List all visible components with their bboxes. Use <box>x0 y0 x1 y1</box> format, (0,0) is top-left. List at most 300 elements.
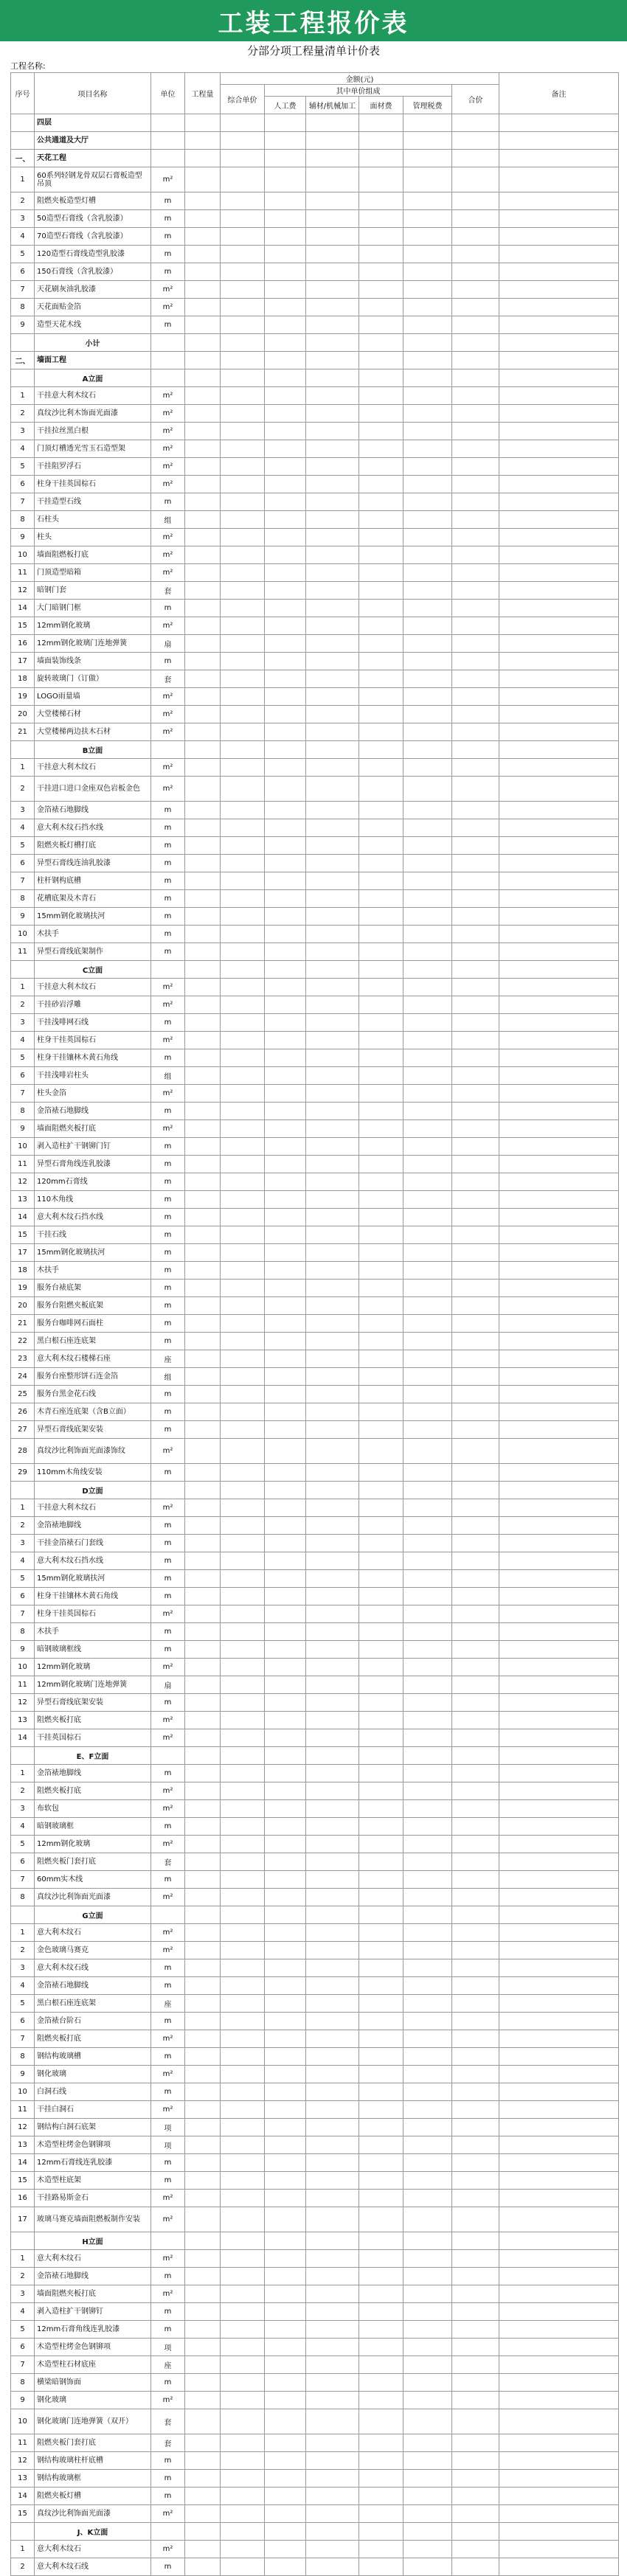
cell-empty <box>306 1924 359 1942</box>
cell-no: 2 <box>11 2268 35 2285</box>
cell-empty <box>403 246 452 263</box>
cell-empty <box>499 2339 619 2356</box>
cell-unit: m² <box>151 2207 185 2232</box>
cell-empty <box>452 2048 499 2066</box>
cell-unit: m² <box>151 564 185 582</box>
cell-empty <box>265 440 306 458</box>
cell-empty <box>221 405 265 423</box>
cell-empty <box>452 855 499 872</box>
cell-empty <box>403 1676 452 1694</box>
cell-empty <box>265 511 306 529</box>
cell-empty <box>499 670 619 688</box>
cell-empty <box>185 2172 221 2190</box>
cell-empty <box>306 1712 359 1729</box>
cell-empty <box>185 961 221 979</box>
cell-empty <box>221 1156 265 1173</box>
cell-empty <box>265 1103 306 1120</box>
cell-no: 21 <box>11 1315 35 1333</box>
table-row <box>11 890 619 908</box>
cell-no: 5 <box>11 1836 35 1853</box>
cell-empty <box>221 819 265 837</box>
cell-unit: m <box>151 1641 185 1659</box>
cell-empty <box>452 352 499 369</box>
header-remark: 备注 <box>499 73 619 114</box>
table-row <box>11 1924 619 1942</box>
cell-empty <box>221 2268 265 2285</box>
cell-empty <box>221 741 265 759</box>
cell-empty <box>185 2048 221 2066</box>
cell-empty <box>221 210 265 228</box>
cell-no: 24 <box>11 1368 35 1386</box>
cell-item-name: 横梁暗钢饰面 <box>35 2374 151 2392</box>
table-row <box>11 2285 619 2303</box>
cell-empty <box>499 1535 619 1552</box>
cell-empty <box>306 926 359 943</box>
cell-unit: m <box>151 1694 185 1712</box>
cell-empty <box>221 1995 265 2013</box>
cell-empty <box>403 1765 452 1782</box>
cell-empty <box>306 1765 359 1782</box>
cell-empty <box>403 1173 452 1191</box>
cell-empty <box>185 872 221 890</box>
cell-empty <box>452 759 499 777</box>
cell-empty <box>359 1942 403 1959</box>
cell-no <box>11 132 35 150</box>
table-row <box>11 996 619 1014</box>
cell-empty <box>403 837 452 855</box>
subsection-title: B立面 <box>35 741 151 759</box>
cell-empty <box>403 1995 452 2013</box>
cell-empty <box>359 2303 403 2321</box>
cell-empty <box>265 1244 306 1262</box>
cell-empty <box>221 1535 265 1552</box>
cell-item-name: 真纹沙比利木饰面光面漆 <box>35 405 151 423</box>
cell-empty <box>452 617 499 635</box>
cell-empty <box>265 2066 306 2083</box>
cell-unit: m² <box>151 2030 185 2048</box>
cell-empty <box>499 334 619 352</box>
cell-item-name: 干挂路易斯金石 <box>35 2190 151 2207</box>
table-row <box>11 423 619 440</box>
cell-empty <box>185 600 221 617</box>
table-row <box>11 1067 619 1085</box>
cell-empty <box>359 890 403 908</box>
cell-empty <box>452 405 499 423</box>
cell-no: 4 <box>11 1977 35 1995</box>
cell-empty <box>499 819 619 837</box>
cell-empty <box>499 2190 619 2207</box>
cell-unit: 座 <box>151 1350 185 1368</box>
cell-empty <box>265 2268 306 2285</box>
cell-unit: m² <box>151 529 185 546</box>
cell-empty <box>185 1499 221 1517</box>
cell-empty <box>221 2119 265 2136</box>
cell-item-name: 服务台阻燃夹板底架 <box>35 1297 151 1315</box>
cell-empty <box>185 2207 221 2232</box>
cell-unit: m² <box>151 1782 185 1800</box>
cell-empty <box>403 1871 452 1889</box>
cell-empty <box>221 1103 265 1120</box>
table-row <box>11 2048 619 2066</box>
cell-empty <box>499 246 619 263</box>
cell-empty <box>265 2392 306 2409</box>
cell-empty <box>359 2505 403 2523</box>
cell-empty <box>499 1782 619 1800</box>
table-row <box>11 2488 619 2505</box>
cell-empty <box>185 316 221 334</box>
cell-empty <box>306 688 359 706</box>
cell-empty <box>403 405 452 423</box>
cell-empty <box>265 1853 306 1871</box>
cell-unit: m² <box>151 1729 185 1747</box>
cell-item-name: 异型石膏线底架制作 <box>35 943 151 961</box>
cell-empty <box>221 1262 265 1280</box>
cell-empty <box>452 529 499 546</box>
cell-empty <box>452 2030 499 2048</box>
cell-empty <box>265 2048 306 2066</box>
cell-empty <box>403 564 452 582</box>
cell-no: 5 <box>11 1570 35 1588</box>
cell-no: 8 <box>11 1103 35 1120</box>
cell-empty <box>306 1350 359 1368</box>
cell-empty <box>359 2339 403 2356</box>
cell-empty <box>185 1641 221 1659</box>
cell-empty <box>265 2505 306 2523</box>
cell-empty <box>499 192 619 210</box>
cell-empty <box>359 1439 403 1464</box>
cell-empty <box>185 2356 221 2374</box>
cell-empty <box>452 1173 499 1191</box>
table-row <box>11 837 619 855</box>
cell-no: 3 <box>11 2285 35 2303</box>
cell-item-name: 12mm石膏角线连乳胶漆 <box>35 2321 151 2339</box>
cell-item-name: 柱杆钢构底槽 <box>35 872 151 890</box>
cell-empty <box>306 837 359 855</box>
cell-empty <box>151 1482 185 1499</box>
cell-empty <box>499 617 619 635</box>
table-row <box>11 246 619 263</box>
cell-empty <box>359 1570 403 1588</box>
cell-no <box>11 741 35 759</box>
cell-no: 6 <box>11 263 35 281</box>
cell-no <box>11 369 35 387</box>
cell-unit: m <box>151 1959 185 1977</box>
cell-empty <box>359 2488 403 2505</box>
cell-empty <box>185 582 221 600</box>
cell-empty <box>306 2356 359 2374</box>
cell-empty <box>452 369 499 387</box>
cell-empty <box>359 2409 403 2434</box>
cell-empty <box>265 1499 306 1517</box>
cell-empty <box>499 1605 619 1623</box>
cell-no: 10 <box>11 2083 35 2101</box>
sec-row <box>11 150 619 167</box>
table-row <box>11 1588 619 1605</box>
cell-item-name: 12mm石膏线连乳胶漆 <box>35 2154 151 2172</box>
cell-empty <box>306 228 359 246</box>
cell-empty <box>221 1315 265 1333</box>
cell-empty <box>265 1747 306 1765</box>
cell-empty <box>452 1368 499 1386</box>
cell-empty <box>221 1800 265 1818</box>
table-row <box>11 1244 619 1262</box>
cell-empty <box>221 943 265 961</box>
cell-empty <box>306 1156 359 1173</box>
table-row <box>11 802 619 819</box>
cell-empty <box>452 1871 499 1889</box>
cell-empty <box>359 132 403 150</box>
cell-empty <box>403 1103 452 1120</box>
cell-empty <box>185 1421 221 1439</box>
cell-empty <box>265 1209 306 1226</box>
table-row <box>11 1853 619 1871</box>
cell-unit: 座 <box>151 2356 185 2374</box>
cell-no <box>11 961 35 979</box>
cell-empty <box>359 872 403 890</box>
cell-empty <box>265 369 306 387</box>
cell-empty <box>185 2488 221 2505</box>
cell-empty <box>452 2321 499 2339</box>
cell-empty <box>359 2154 403 2172</box>
cell-empty <box>151 961 185 979</box>
cell-empty <box>359 1280 403 1297</box>
cell-empty <box>403 996 452 1014</box>
cell-item-name: 阻燃夹板门套打底 <box>35 2434 151 2452</box>
cell-empty <box>403 150 452 167</box>
cell-empty <box>452 1552 499 1570</box>
cell-empty <box>306 2303 359 2321</box>
table-row <box>11 1280 619 1297</box>
cell-empty <box>403 1350 452 1368</box>
cell-empty <box>185 1942 221 1959</box>
cell-unit: m <box>151 1280 185 1297</box>
cell-empty <box>265 150 306 167</box>
table-row <box>11 546 619 564</box>
cell-empty <box>403 2523 452 2541</box>
cell-empty <box>499 1386 619 1403</box>
cell-empty <box>265 777 306 802</box>
cell-empty <box>151 741 185 759</box>
cell-no: 4 <box>11 1552 35 1570</box>
table-row <box>11 167 619 192</box>
table-row <box>11 2190 619 2207</box>
cell-empty <box>359 458 403 476</box>
cell-unit: m <box>151 1386 185 1403</box>
cell-empty <box>452 1499 499 1517</box>
cell-empty <box>359 1924 403 1942</box>
cell-empty <box>185 2409 221 2434</box>
cell-empty <box>306 1333 359 1350</box>
cell-item-name: 暗钢玻璃框线 <box>35 1641 151 1659</box>
table-row <box>11 1226 619 1244</box>
cell-empty <box>306 1535 359 1552</box>
table-row <box>11 1694 619 1712</box>
cell-unit: m² <box>151 1924 185 1942</box>
cell-no: 3 <box>11 1959 35 1977</box>
cell-empty <box>499 706 619 723</box>
cell-empty <box>452 263 499 281</box>
cell-empty <box>221 777 265 802</box>
cell-empty <box>499 564 619 582</box>
cell-item-name: 干挂造型石线 <box>35 493 151 511</box>
cell-empty <box>265 1623 306 1641</box>
cell-empty <box>306 263 359 281</box>
cell-empty <box>265 2541 306 2558</box>
cell-no: 14 <box>11 2488 35 2505</box>
cell-empty <box>359 582 403 600</box>
cell-empty <box>452 2101 499 2119</box>
cell-empty <box>185 670 221 688</box>
cell-empty <box>499 2083 619 2101</box>
cell-empty <box>452 511 499 529</box>
cell-no <box>11 2232 35 2250</box>
cell-empty <box>306 2101 359 2119</box>
table-row <box>11 759 619 777</box>
cell-empty <box>359 440 403 458</box>
cell-empty <box>452 1156 499 1173</box>
cell-empty <box>499 1747 619 1765</box>
cell-empty <box>265 263 306 281</box>
cell-no: 7 <box>11 1085 35 1103</box>
cell-empty <box>265 2136 306 2154</box>
cell-empty <box>499 299 619 316</box>
cell-empty <box>359 670 403 688</box>
cell-no: 3 <box>11 423 35 440</box>
cell-empty <box>151 334 185 352</box>
cell-empty <box>499 2505 619 2523</box>
cell-empty <box>452 2119 499 2136</box>
cell-empty <box>265 1403 306 1421</box>
cell-item-name: 服务台黑金花石线 <box>35 1386 151 1403</box>
cell-empty <box>221 961 265 979</box>
cell-empty <box>359 2101 403 2119</box>
cell-empty <box>265 1226 306 1244</box>
cell-empty <box>151 369 185 387</box>
cell-empty <box>306 458 359 476</box>
cell-empty <box>265 943 306 961</box>
cell-unit: m <box>151 1421 185 1439</box>
cell-empty <box>359 2250 403 2268</box>
cell-empty <box>359 1818 403 1836</box>
cell-empty <box>221 316 265 334</box>
cell-empty <box>265 1765 306 1782</box>
table-row <box>11 706 619 723</box>
cell-empty <box>499 132 619 150</box>
cell-empty <box>403 1552 452 1570</box>
cell-empty <box>403 1747 452 1765</box>
cell-item-name: 干挂意大利木纹石 <box>35 979 151 996</box>
cell-unit: m <box>151 926 185 943</box>
cell-empty <box>499 1315 619 1333</box>
cell-empty <box>403 529 452 546</box>
cell-empty <box>452 1906 499 1924</box>
cell-empty <box>306 741 359 759</box>
cell-empty <box>499 546 619 564</box>
cell-empty <box>265 2303 306 2321</box>
cell-unit: m <box>151 2488 185 2505</box>
table-row <box>11 943 619 961</box>
cell-empty <box>359 369 403 387</box>
cell-empty <box>403 1800 452 1818</box>
cell-no: 18 <box>11 670 35 688</box>
table-row <box>11 1659 619 1676</box>
table-row <box>11 2374 619 2392</box>
cell-empty <box>221 1836 265 1853</box>
cell-empty <box>499 1995 619 2013</box>
cell-unit: 套 <box>151 2434 185 2452</box>
cell-empty <box>265 299 306 316</box>
cell-empty <box>306 1605 359 1623</box>
cell-empty <box>403 1853 452 1871</box>
cell-empty <box>403 1049 452 1067</box>
cell-item-name: 玻璃马赛克墙面阻燃板制作安装 <box>35 2207 151 2232</box>
cell-empty <box>452 582 499 600</box>
cell-empty <box>499 1173 619 1191</box>
cell-empty <box>306 440 359 458</box>
cell-empty <box>221 387 265 405</box>
cell-empty <box>452 1570 499 1588</box>
cell-unit: m <box>151 1226 185 1244</box>
cell-empty <box>403 2356 452 2374</box>
table-row <box>11 1836 619 1853</box>
cell-empty <box>265 908 306 926</box>
cell-empty <box>403 908 452 926</box>
cell-item-name: 钢化玻璃 <box>35 2392 151 2409</box>
cell-empty <box>265 1482 306 1499</box>
subsec-row <box>11 1482 619 1499</box>
cell-empty <box>221 529 265 546</box>
cell-empty <box>221 2013 265 2030</box>
cell-item-name: 柱头金箔 <box>35 1085 151 1103</box>
cell-empty <box>221 167 265 192</box>
header-labor: 人工费 <box>265 97 306 114</box>
cell-empty <box>306 890 359 908</box>
cell-empty <box>359 1315 403 1333</box>
cell-unit: m <box>151 819 185 837</box>
cell-empty <box>306 2541 359 2558</box>
table-row <box>11 387 619 405</box>
cell-empty <box>403 2488 452 2505</box>
cell-empty <box>452 114 499 132</box>
cell-empty <box>403 387 452 405</box>
header-no: 序号 <box>11 73 35 114</box>
cell-empty <box>452 741 499 759</box>
table-body <box>11 114 619 2576</box>
cell-empty <box>265 114 306 132</box>
cell-empty <box>499 1482 619 1499</box>
cell-empty <box>499 2488 619 2505</box>
cell-empty <box>306 1889 359 1906</box>
cell-empty <box>185 114 221 132</box>
cell-empty <box>221 1173 265 1191</box>
cell-empty <box>185 2190 221 2207</box>
cell-empty <box>499 1120 619 1138</box>
cell-unit: m² <box>151 458 185 476</box>
cell-empty <box>185 1552 221 1570</box>
cell-empty <box>221 670 265 688</box>
cell-empty <box>185 908 221 926</box>
cell-item-name: 干挂英国棕石 <box>35 1729 151 1747</box>
cell-empty <box>359 1120 403 1138</box>
table-row <box>11 1085 619 1103</box>
table-row <box>11 582 619 600</box>
cell-empty <box>221 582 265 600</box>
cell-empty <box>359 2523 403 2541</box>
cell-no: 1 <box>11 1924 35 1942</box>
cell-no: 1 <box>11 2250 35 2268</box>
cell-empty <box>452 1818 499 1836</box>
cell-empty <box>221 2285 265 2303</box>
